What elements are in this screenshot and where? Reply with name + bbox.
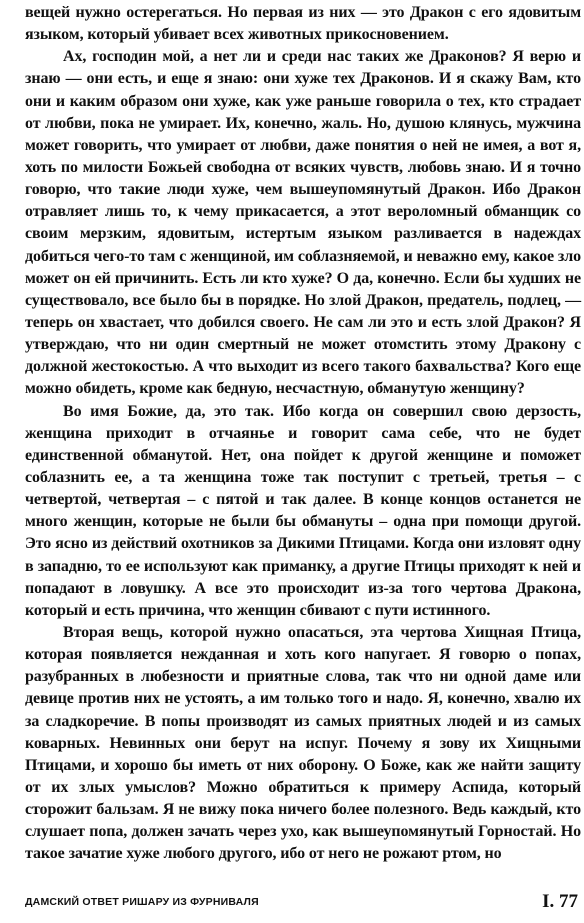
paragraph-1: вещей нужно остерегаться. Но первая из них — это Дракон с его ядовитым языком, который убивает всех животных прикосновением. (25, 4, 581, 44)
paragraph-3: Во имя Божие, да, это так. Ибо когда он совершил свою дерзость, женщина приходит в отчаянье и говорит сама себе, что не будет единственной обманутой. Нет, она пойдет к другой женщине и поможет соблазнить ее, а та женщина тоже так поступит с третьей, третья – с четвертой, четвертая – с пятой и так далее. В конце концов останется не много женщин, которые не были бы обмануты – одна при помощи другой. Это ясно из действий охотников за Дикими Птицами. Когда они изловят одну в западню, то ее используют как приманку, а другие Птицы приходят к ней и попадают в ловушку. А все это происходит из-за того чертова Дракона, который и есть причина, что женщин сбивают с пути истинного. (25, 402, 581, 619)
body-text (25, 2, 581, 865)
page-number: I. 77 (542, 891, 578, 912)
running-title: ДАМСКИЙ ОТВЕТ РИШАРУ ИЗ ФУРНИВАЛЯ (25, 896, 259, 908)
paragraph-2: Ах, господин мой, а нет ли и среди нас таких же Драконов? Я верю и знаю — они есть, и еще я знаю: они хуже тех Драконов. И я скажу Вам, кто они и каким образом они хуже, как уже раньше говорила о тех, кто страдает от любви, пока не умирает. Их, конечно, жаль. Но, душою клянусь, мужчина может говорить, что умирает от любви, даже понятия о ней не имея, а вот я, хоть по милости Божьей свободна от всяких чувств, любовь знаю. И я точно говорю, что такие люди хуже, чем вышеупомянутый Дракон. Ибо Дракон отравляет лишь то, к чему прикасается, а этот вероломный обманщик со своим мерзким, ядовитым, истертым языком разливается в надеждах добиться чего-то там с женщиной, им соблазняемой, и неважно ему, какое зло может он ей причинить. Есть ли кто хуже? О да, конечно. Если бы худших не существовало, все было бы в порядке. Но злой Дракон, предатель, подлец, — теперь он хвастает, что добился своего. Не сам ли это и есть злой Дракон? Я утверждаю, что ни один смертный не может отомстить этому Дракону с должной жестокостью. А что выходит из всего такого бахвальства? Кого еще можно обидеть, кроме как бедную, несчастную, обманутую женщину? (25, 48, 581, 398)
paragraph-4: Вторая вещь, которой нужно опасаться, эта чертова Хищная Птица, которая появляется нежданная и хоть кого напугает. Я говорю о попах, разубранных в любезности и приятные слова, так что ни одной даме или девице против них не устоять, а им только того и надо. Я, конечно, хвалю их за сладкоречие. В попы производят из самых приятных людей и из самых коварных. Невинных они берут на испуг. Почему я зову их Хищными Птицами, и хорошо бы иметь от них оборону. О Боже, как же найти защиту от их злых умыслов? Можно обратиться к примеру Аспида, который сторожит бальзам. Я не вижу пока ничего более полезного. Ведь каждый, кто слушает попа, должен зачать через ухо, как вышеупомянутый Горностай. Но такое зачатие хуже любого другого, ибо от него не рожают ртом, но (25, 623, 581, 863)
page-footer (25, 890, 578, 914)
